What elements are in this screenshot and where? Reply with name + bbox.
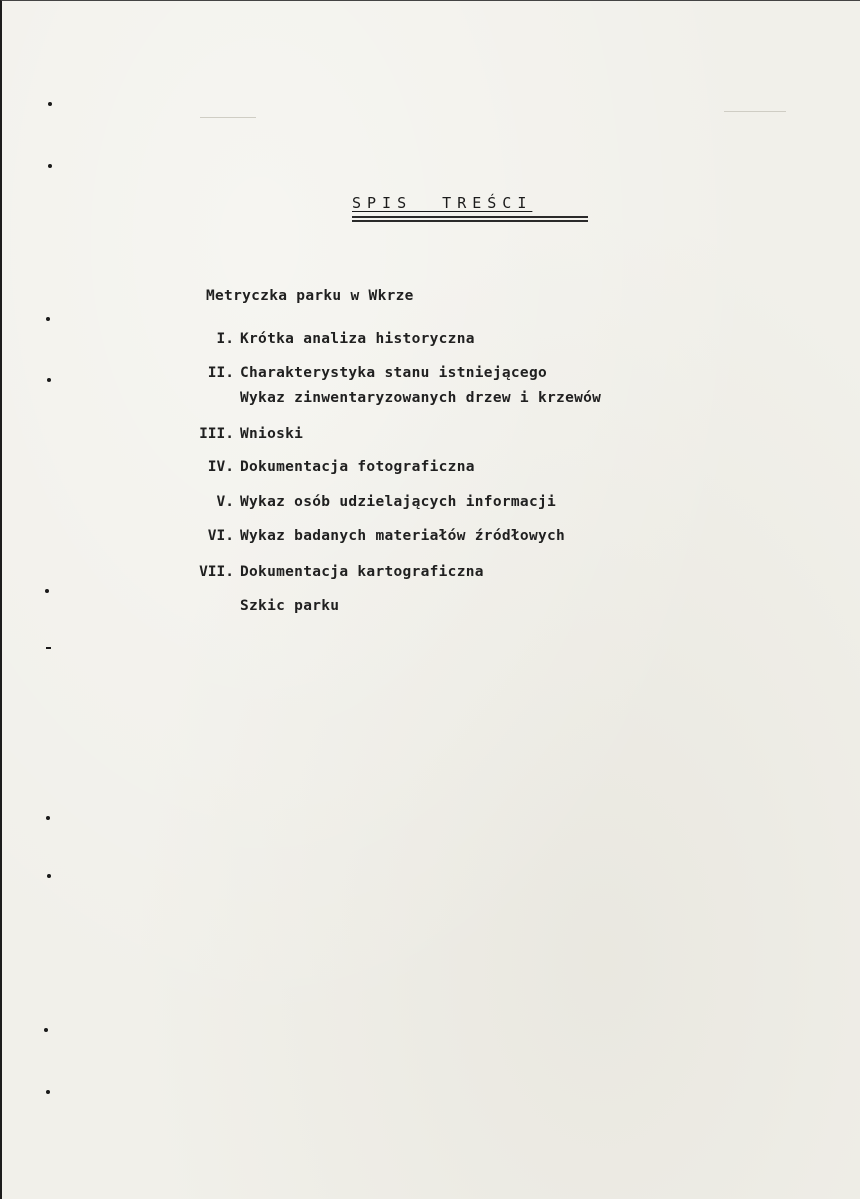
toc-intro: Metryczka parku w Wkrze	[206, 288, 414, 304]
punch-mark	[46, 1090, 50, 1094]
toc-entry-number: I.	[216, 331, 234, 347]
toc-entry-number: III.	[199, 426, 234, 442]
toc-entry-text: Dokumentacja fotograficzna	[240, 459, 475, 475]
punch-mark	[46, 317, 50, 321]
toc-entry-number: VII.	[199, 564, 234, 580]
toc-entry-text: Dokumentacja kartograficzna	[240, 564, 484, 580]
top-left-guide-mark	[200, 117, 256, 118]
toc-entry-text: Wykaz osób udzielających informacji	[240, 494, 557, 510]
toc-entry-text: Krótka analiza historyczna	[240, 331, 475, 347]
toc-entry-text: Charakterystyka stanu istniejącego	[240, 365, 548, 381]
punch-mark	[48, 164, 52, 168]
toc-entry-number: II.	[207, 365, 234, 381]
punch-mark	[48, 102, 52, 106]
page-title: SPIS TREŚCI	[352, 194, 533, 212]
top-right-guide-mark	[724, 111, 786, 112]
toc-entry-text: Szkic parku	[240, 598, 340, 614]
punch-mark	[46, 647, 51, 649]
punch-mark	[44, 1028, 48, 1032]
punch-mark	[47, 874, 51, 878]
toc-entry-number: V.	[216, 494, 234, 510]
toc-entry-number: IV.	[207, 459, 234, 475]
punch-mark	[47, 378, 51, 382]
title-double-underline	[352, 216, 588, 222]
punch-mark	[45, 589, 49, 593]
toc-entry-text: Wykaz zinwentaryzowanych drzew i krzewów	[240, 390, 602, 406]
toc-entry-text: Wnioski	[240, 426, 304, 442]
toc-entry-number: VI.	[207, 528, 234, 544]
punch-mark	[46, 816, 50, 820]
toc-entry-text: Wykaz badanych materiałów źródłowych	[240, 528, 566, 544]
